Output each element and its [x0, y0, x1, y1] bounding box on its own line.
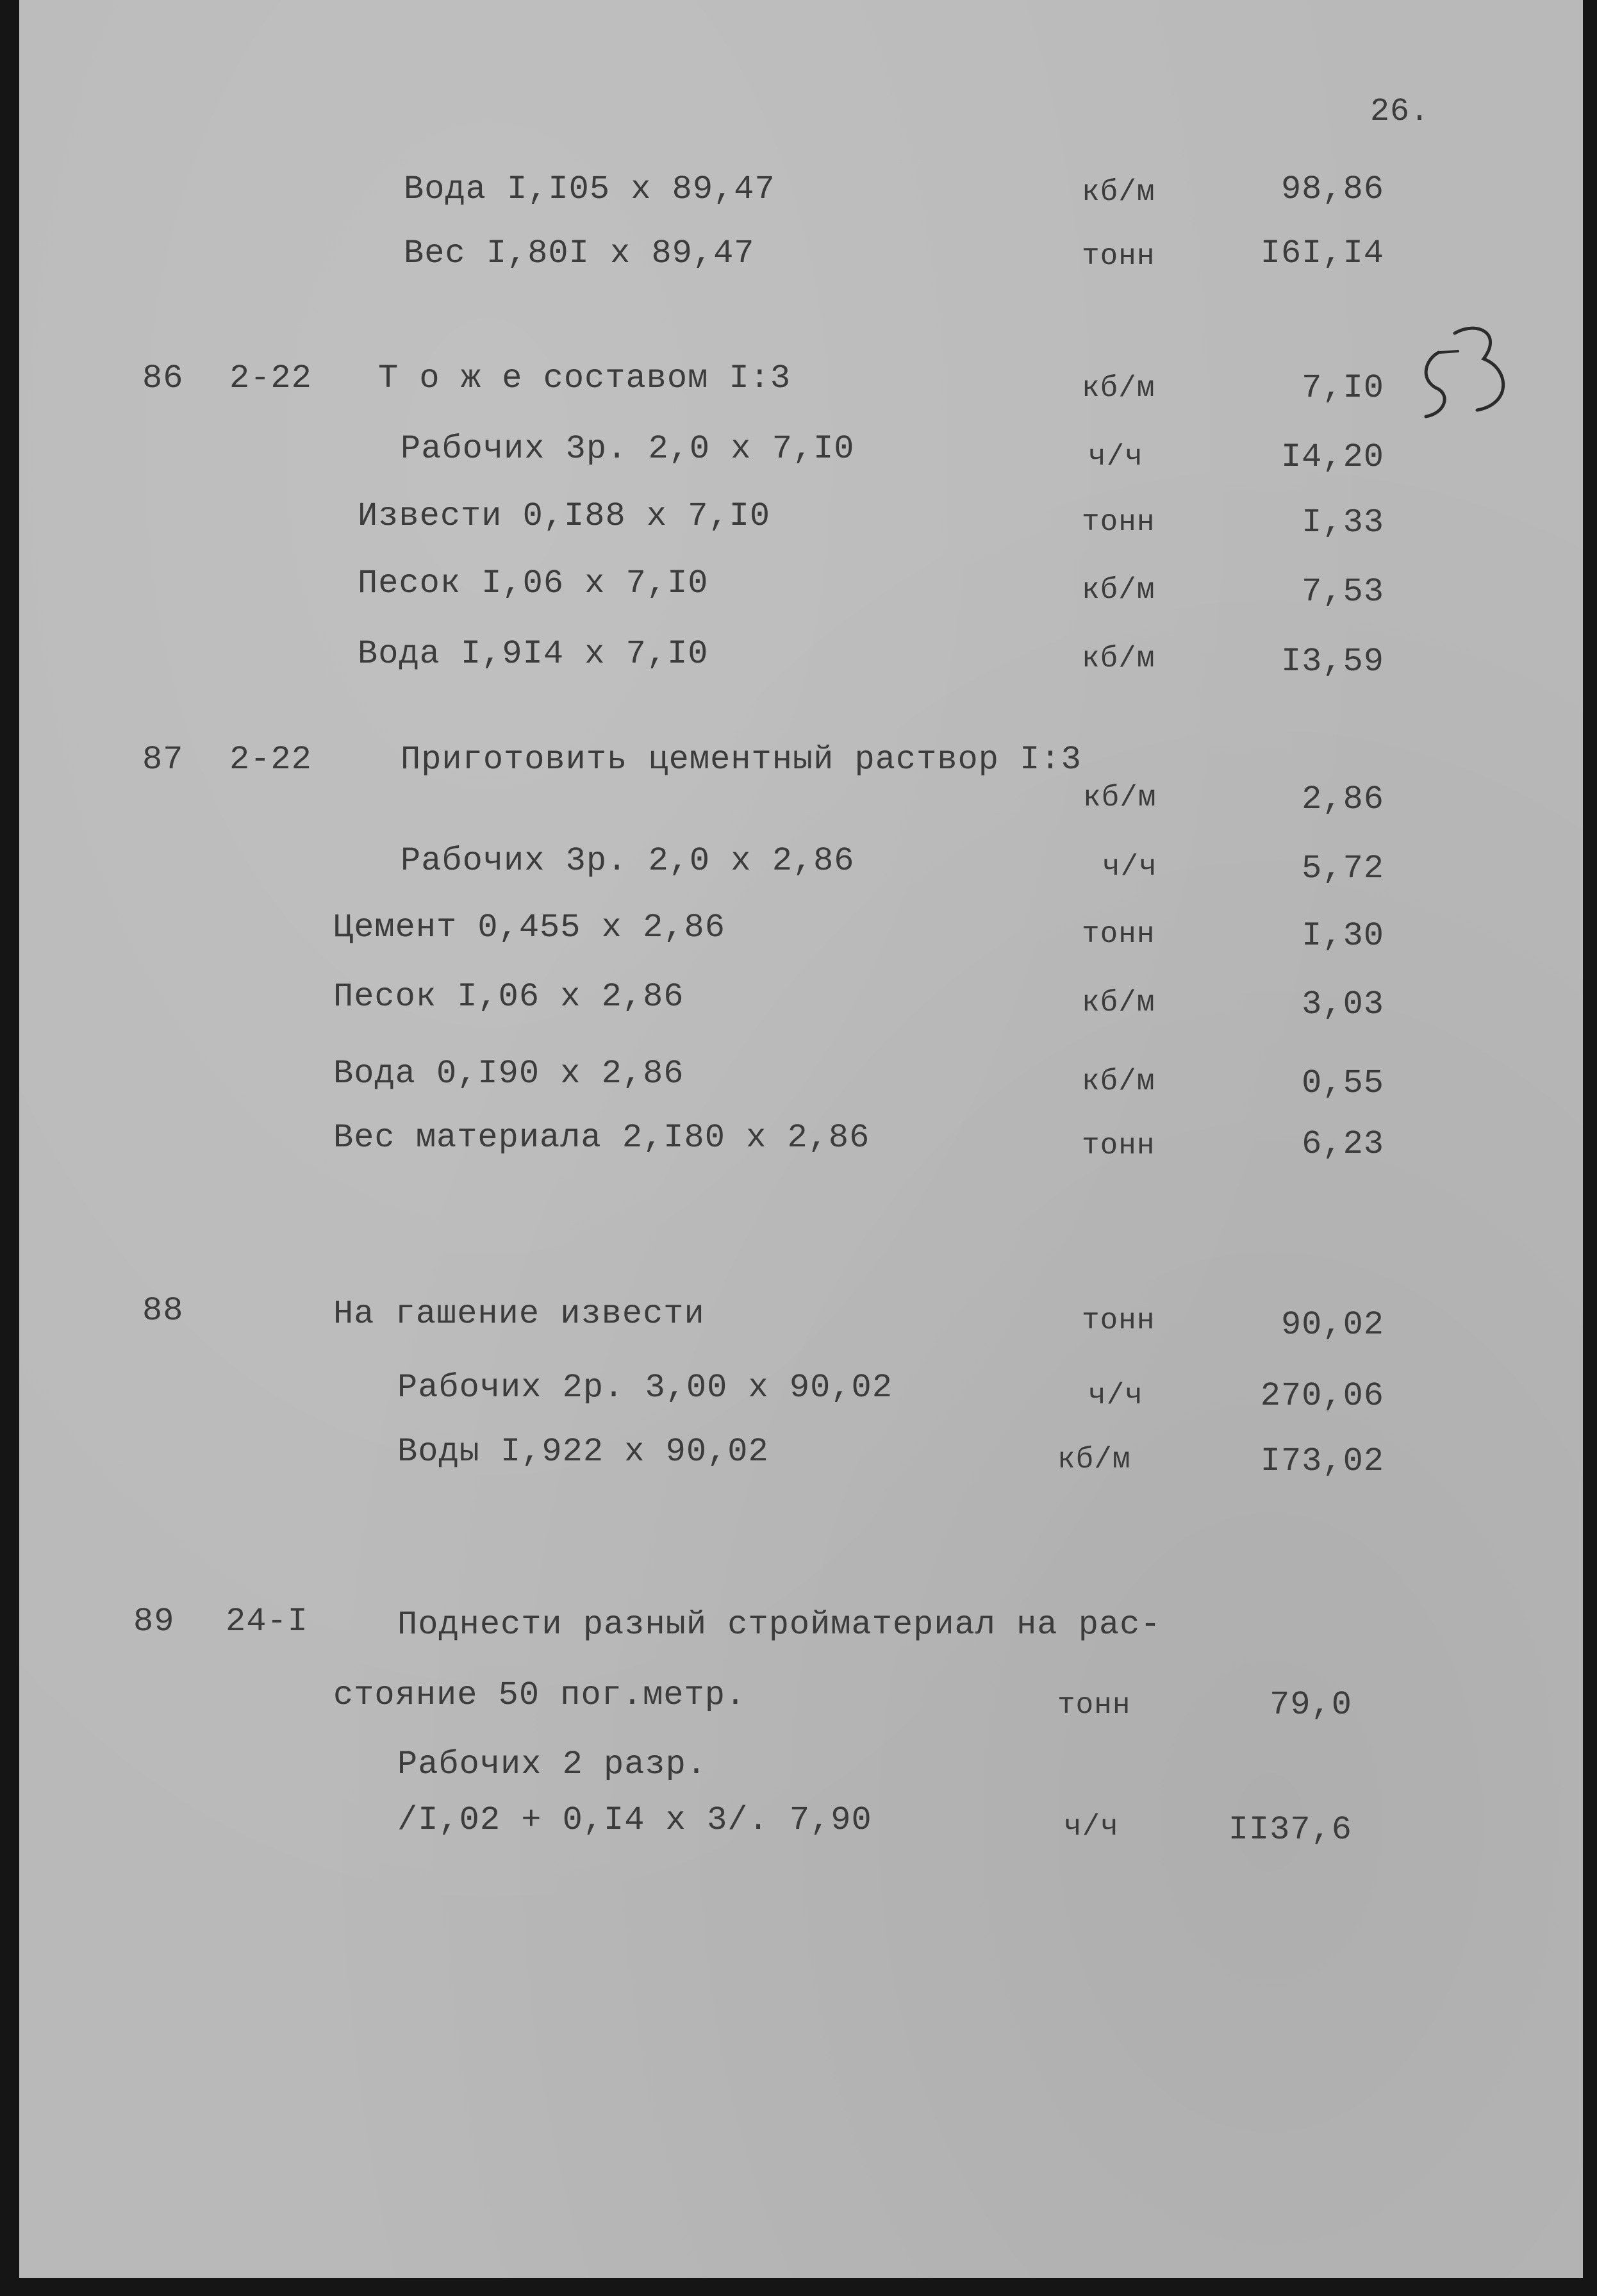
row-12-desc: Вес материала 2,I80 х 2,86 [333, 1119, 870, 1157]
row-7-unit: кб/м [1083, 781, 1157, 814]
row-9-value: I,30 [1302, 917, 1384, 955]
row-2-code: 2-22 [229, 359, 312, 397]
row-9-unit: тонн [1082, 918, 1155, 951]
row-10-unit: кб/м [1082, 986, 1155, 1020]
row-4-desc: Извести 0,I88 х 7,I0 [358, 497, 771, 535]
page-number: 26. [1370, 94, 1430, 130]
row-15-value: I73,02 [1260, 1442, 1384, 1480]
row-4-value: I,33 [1302, 504, 1384, 541]
row-5-desc: Песок I,06 х 7,I0 [358, 565, 709, 602]
row-2-unit: кб/м [1082, 372, 1155, 405]
row-0-value: 98,86 [1280, 170, 1384, 208]
row-1-value: I6I,I4 [1260, 235, 1384, 272]
row-8-desc: Рабочих 3р. 2,0 х 2,86 [401, 842, 855, 880]
row-13-desc: На гашение извести [333, 1295, 705, 1333]
row-8-unit: ч/ч [1102, 850, 1157, 884]
row-18-desc: Рабочих 2 разр. [397, 1746, 707, 1783]
row-13-unit: тонн [1082, 1304, 1155, 1337]
row-11-value: 0,55 [1302, 1064, 1384, 1102]
row-2-num: 86 [142, 359, 184, 397]
row-11-unit: кб/м [1082, 1065, 1155, 1098]
row-6-value: I3,59 [1280, 643, 1384, 681]
row-13-value: 90,02 [1280, 1306, 1384, 1344]
row-17-value: 79,0 [1270, 1686, 1352, 1724]
row-10-desc: Песок I,06 х 2,86 [333, 978, 684, 1016]
row-2-desc: Т о ж е составом I:3 [378, 359, 791, 397]
row-7-code: 2-22 [229, 741, 312, 779]
row-14-desc: Рабочих 2р. 3,00 х 90,02 [397, 1369, 893, 1407]
row-6-desc: Вода I,9I4 х 7,I0 [358, 635, 709, 673]
row-3-unit: ч/ч [1088, 440, 1143, 474]
row-7-num: 87 [142, 741, 184, 779]
row-8-value: 5,72 [1302, 850, 1384, 888]
row-3-value: I4,20 [1280, 438, 1384, 476]
row-19-desc: /I,02 + 0,I4 х 3/. 7,90 [397, 1801, 872, 1839]
row-1-desc: Вес I,80I х 89,47 [404, 235, 755, 272]
row-10-value: 3,03 [1302, 986, 1384, 1023]
document-page [19, 0, 1583, 2278]
row-16-num: 89 [133, 1603, 175, 1640]
row-2-value: 7,I0 [1302, 369, 1384, 407]
row-6-unit: кб/м [1082, 642, 1155, 675]
row-3-desc: Рабочих 3р. 2,0 х 7,I0 [401, 430, 855, 468]
row-9-desc: Цемент 0,455 х 2,86 [333, 909, 725, 946]
row-17-desc: стояние 50 пог.метр. [333, 1676, 747, 1714]
row-16-desc: Поднести разный стройматериал на рас- [397, 1606, 1161, 1644]
row-15-unit: кб/м [1057, 1443, 1131, 1476]
row-5-value: 7,53 [1302, 573, 1384, 611]
row-19-value: II37,6 [1228, 1811, 1352, 1849]
row-0-desc: Вода I,I05 х 89,47 [404, 170, 775, 208]
row-14-value: 270,06 [1260, 1377, 1384, 1415]
row-1-unit: тонн [1082, 240, 1155, 273]
row-0-unit: кб/м [1082, 176, 1155, 209]
row-4-unit: тонн [1082, 506, 1155, 539]
row-12-unit: тонн [1082, 1129, 1155, 1162]
row-14-unit: ч/ч [1088, 1379, 1143, 1412]
row-11-desc: Вода 0,I90 х 2,86 [333, 1055, 684, 1093]
row-7-desc: Приготовить цементный раствор I:3 [401, 741, 1082, 779]
row-15-desc: Воды I,922 х 90,02 [397, 1433, 769, 1471]
handwritten-mark-53 [1400, 308, 1522, 442]
row-12-value: 6,23 [1302, 1125, 1384, 1163]
row-13-num: 88 [142, 1292, 184, 1330]
row-17-unit: тонн [1057, 1689, 1131, 1722]
row-19-unit: ч/ч [1064, 1810, 1119, 1844]
row-7-value: 2,86 [1302, 780, 1384, 818]
row-16-code: 24-I [226, 1603, 308, 1640]
row-5-unit: кб/м [1082, 574, 1155, 607]
